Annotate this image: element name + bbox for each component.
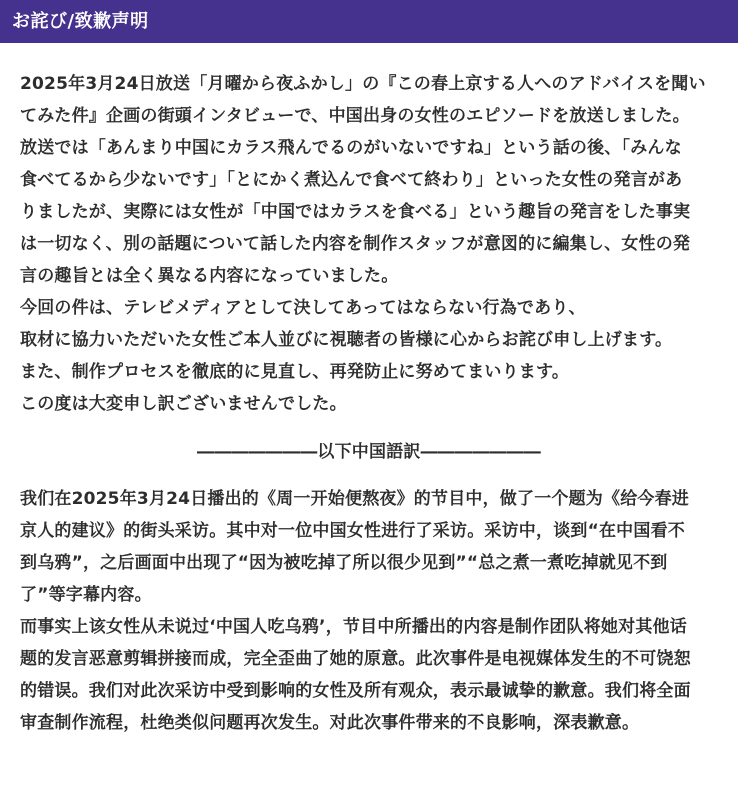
text-line: この度は大変申し訳ございませんでした。 <box>20 394 347 414</box>
text-line: 取材に協力いただいた女性ご本人並びに視聴者の皆様に心からお詫び申し上げます。 <box>20 330 673 350</box>
text-line: 而事实上该女性从未说过‘中国人吃乌鸦’，节目中所播出的内容是制作团队将她对其他话 <box>20 617 687 637</box>
text-line: 今回の件は、テレビメディアとして決してあってはならない行為であり、 <box>20 298 586 318</box>
japanese-statement <box>20 68 718 420</box>
text-line: は一切なく、別の話題について話した内容を制作スタッフが意図的に編集し、女性の発 <box>20 234 691 254</box>
text-line: 了”等字幕内容。 <box>20 585 152 605</box>
text-line: 言の趣旨とは全く異なる内容になっていました。 <box>20 266 399 286</box>
text-line: 2025年3月24日放送「月曜から夜ふかし」の『この春上京する人へのアドバイスを聞い <box>20 74 706 94</box>
text-line: 的错误。我们对此次采访中受到影响的女性及所有观众，表示最诚挚的歉意。我们将全面 <box>20 681 691 701</box>
text-line: また、制作プロセスを徹底的に見直し、再発防止に努めてまいります。 <box>20 362 570 382</box>
header-bar <box>0 0 738 43</box>
text-line: りましたが、実際には女性が「中国ではカラスを食べる」という趣旨の発言をした事実 <box>20 202 691 222</box>
translation-divider: ―――――――以下中国語訳――――――― <box>197 442 541 462</box>
statement-content <box>0 43 738 739</box>
text-line: 放送では「あんまり中国にカラス飛んでるのがいないですね」という話の後、「みんな <box>20 138 682 158</box>
text-line: てみた件』企画の街頭インタビューで、中国出身の女性のエピソードを放送しました。 <box>20 106 690 126</box>
text-line: 京人的建议》的街头采访。其中对一位中国女性进行了采访。采访中，谈到“在中国看不 <box>20 521 685 541</box>
page-title: お詫び/致歉声明 <box>12 10 149 32</box>
text-line: 我们在2025年3月24日播出的《周一开始便熬夜》的节目中，做了一个题为《给今春进 <box>20 489 689 509</box>
text-line: 食べてるから少ないです」「とにかく煮込んで食べて終わり」といった女性の発言があ <box>20 170 683 190</box>
chinese-statement <box>20 483 718 739</box>
text-line: 到乌鸦”，之后画面中出现了“因为被吃掉了所以很少见到”“总之煮一煮吃掉就见不到 <box>20 553 668 573</box>
text-line: 审查制作流程，杜绝类似问题再次发生。对此次事件带来的不良影响，深表歉意。 <box>20 713 640 733</box>
text-line: 题的发言恶意剪辑拼接而成，完全歪曲了她的原意。此次事件是电视媒体发生的不可饶恕 <box>20 649 691 669</box>
